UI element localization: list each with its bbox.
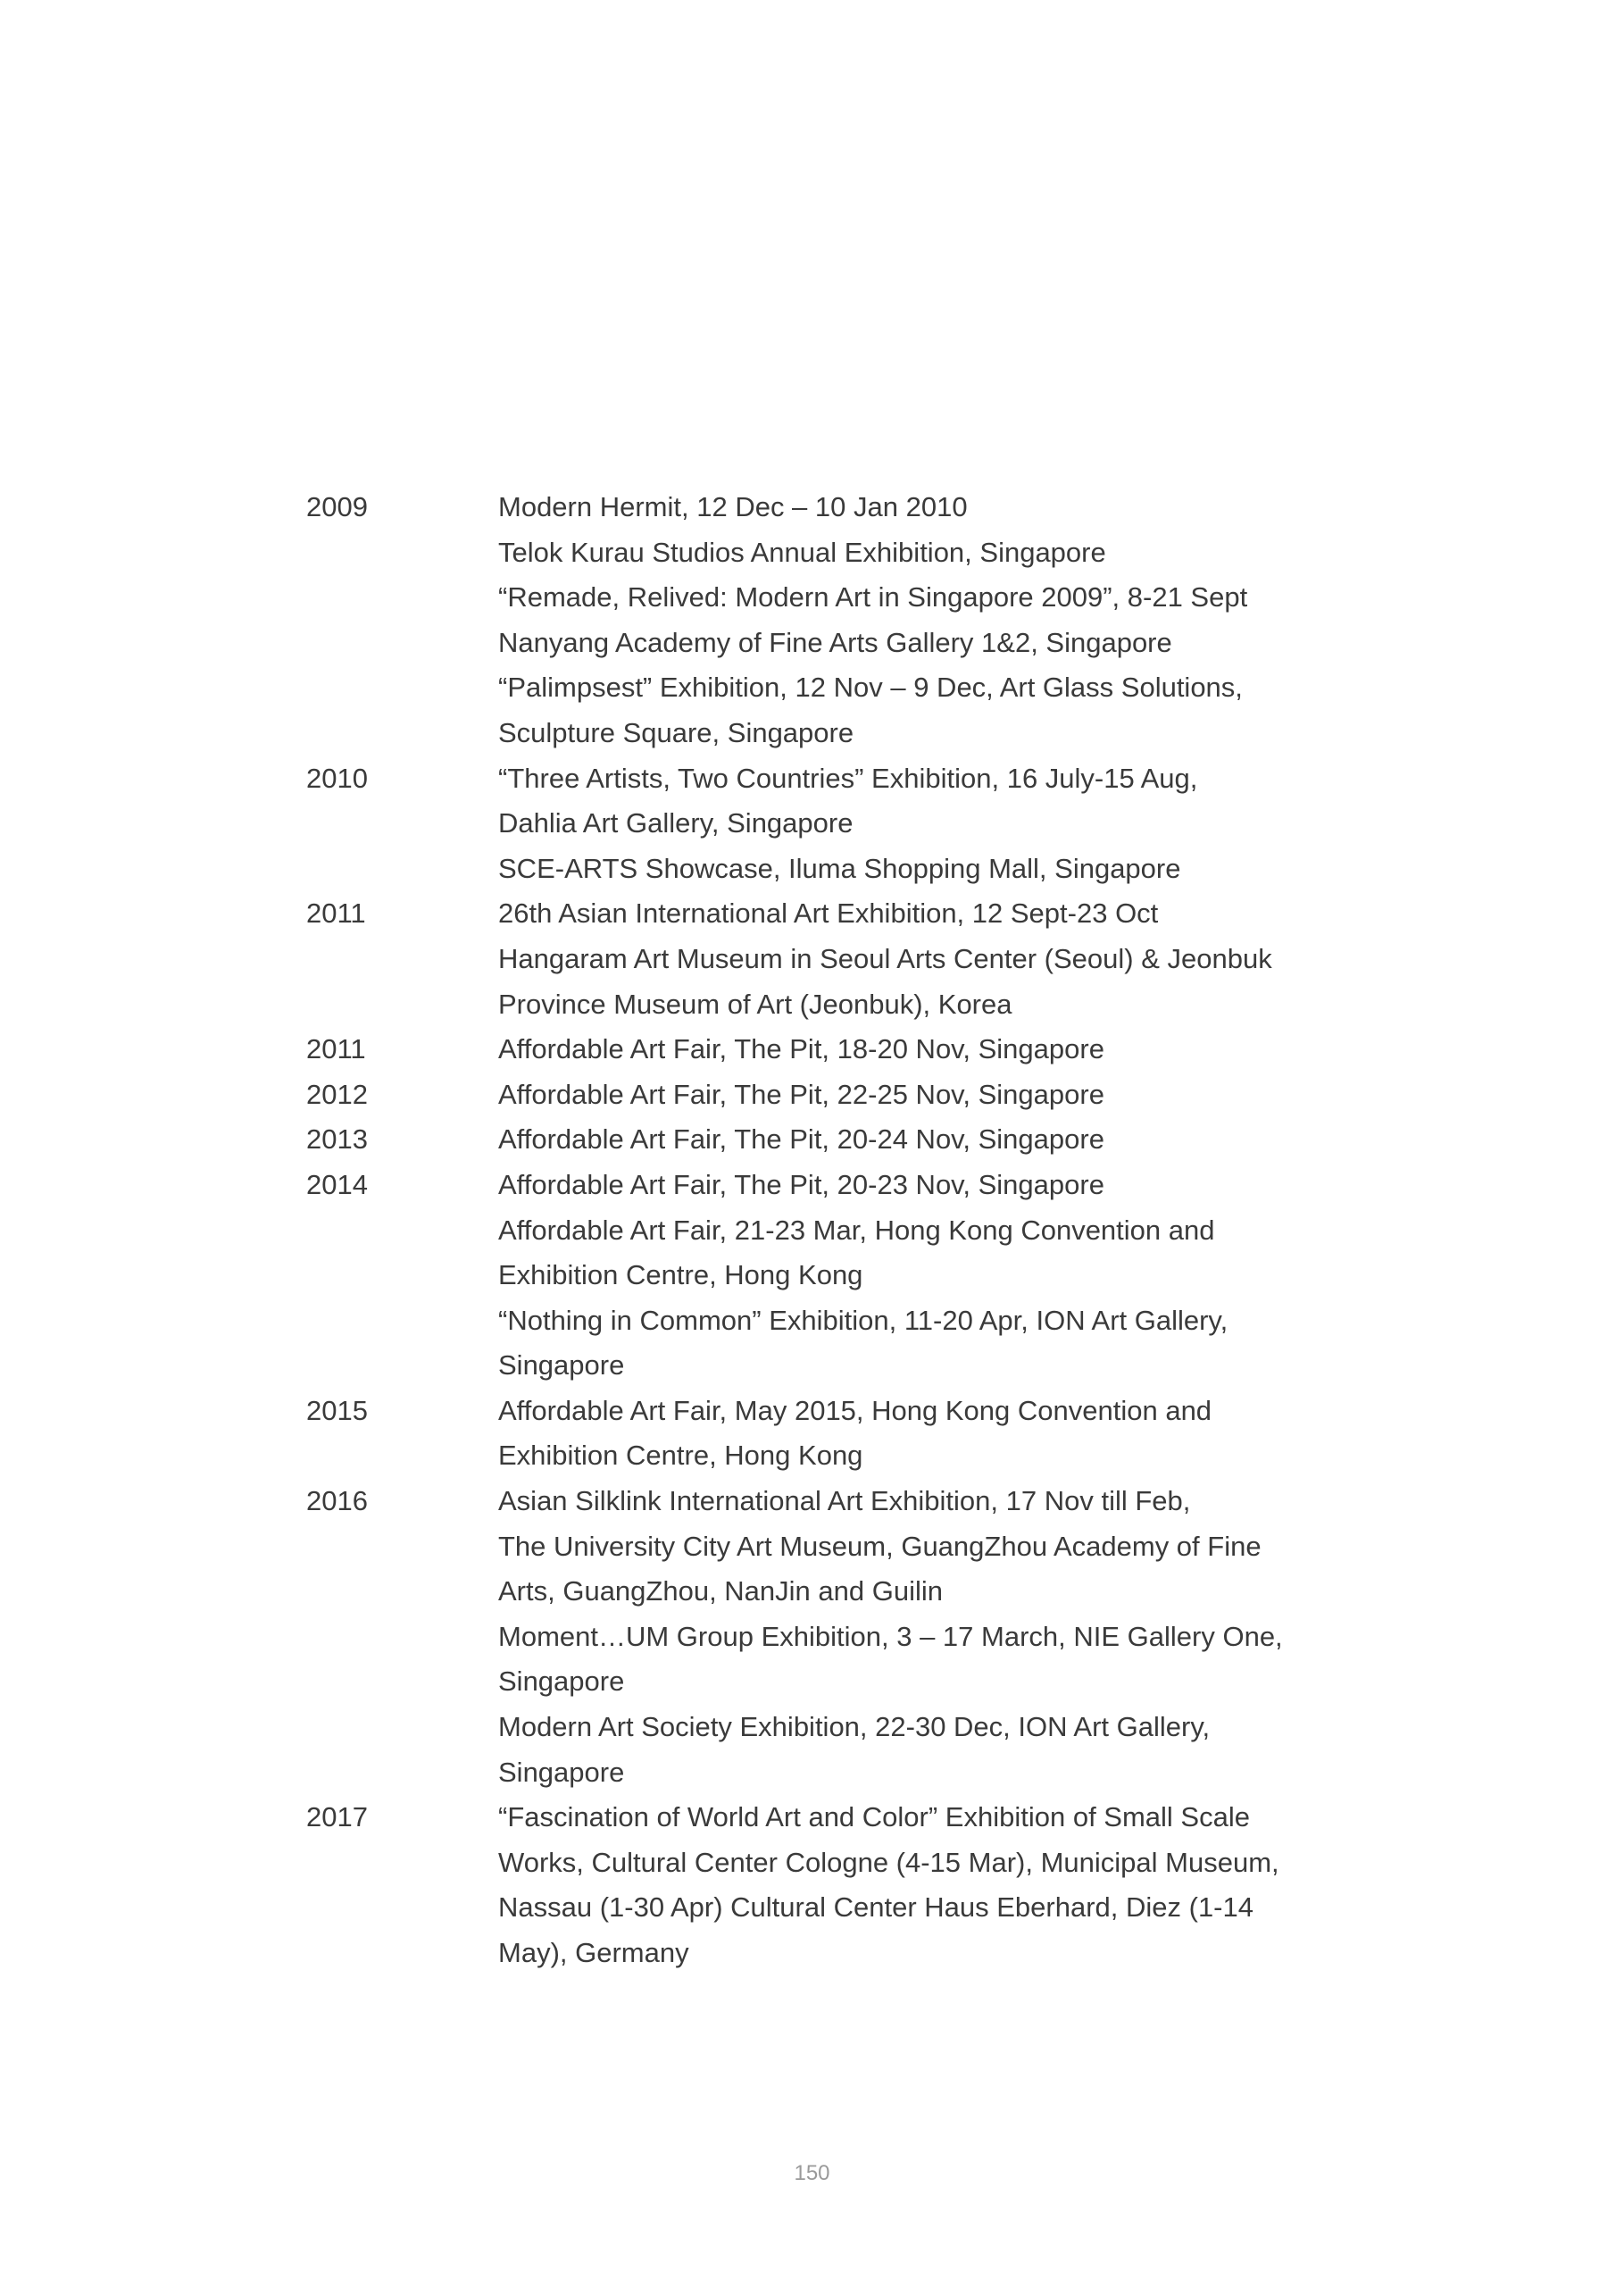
- exhibition-year: 2016: [306, 1485, 368, 1517]
- exhibition-entry: [306, 1479, 1378, 1795]
- exhibition-detail-line: “Nothing in Common” Exhibition, 11-20 Apr, ION Art Gallery,: [498, 1304, 1228, 1336]
- exhibition-detail-line: “Three Artists, Two Countries” Exhibition, 16 July-15 Aug,: [498, 762, 1198, 794]
- exhibition-entry: [306, 1389, 1378, 1479]
- exhibition-detail-line: Singapore: [498, 1349, 625, 1382]
- exhibition-detail-line: May), Germany: [498, 1937, 689, 1968]
- exhibition-entry: [306, 485, 1378, 756]
- exhibition-list: [306, 485, 1378, 1976]
- exhibition-details: [498, 1163, 1378, 1389]
- exhibition-detail-line: Telok Kurau Studios Annual Exhibition, Singapore: [498, 536, 1106, 568]
- exhibition-detail-line: Hangaram Art Museum in Seoul Arts Center (Seoul) & Jeonbuk: [498, 942, 1272, 974]
- exhibition-year: 2009: [306, 491, 368, 522]
- exhibition-entry: [306, 1795, 1378, 1975]
- exhibition-detail-line: Arts, GuangZhou, NanJin and Guilin: [498, 1575, 943, 1607]
- exhibition-detail-line: Works, Cultural Center Cologne (4-15 Mar), Municipal Museum,: [498, 1846, 1279, 1878]
- exhibition-detail-line: Affordable Art Fair, The Pit, 20-23 Nov, Singapore: [498, 1168, 1104, 1200]
- exhibition-detail-line: Nanyang Academy of Fine Arts Gallery 1&2, Singapore: [498, 626, 1172, 658]
- exhibition-detail-line: Modern Hermit, 12 Dec – 10 Jan 2010: [498, 491, 968, 522]
- exhibition-year: 2014: [306, 1168, 368, 1200]
- exhibition-year: 2017: [306, 1801, 368, 1833]
- exhibition-details: [498, 1117, 1378, 1163]
- exhibition-detail-line: 26th Asian International Art Exhibition, 12 Sept-23 Oct: [498, 897, 1159, 930]
- exhibition-details: [498, 1027, 1378, 1073]
- exhibition-details: [498, 891, 1378, 1027]
- exhibition-detail-line: Sculpture Square, Singapore: [498, 716, 854, 748]
- exhibition-year: 2011: [306, 1033, 366, 1065]
- exhibition-detail-line: Affordable Art Fair, 21-23 Mar, Hong Kong Convention and: [498, 1214, 1215, 1246]
- exhibition-details: [498, 1389, 1378, 1479]
- exhibition-detail-line: Affordable Art Fair, The Pit, 22-25 Nov, Singapore: [498, 1078, 1104, 1110]
- exhibition-entry: [306, 1163, 1378, 1389]
- exhibition-year: 2013: [306, 1123, 368, 1156]
- exhibition-details: [498, 756, 1378, 892]
- exhibition-year: 2011: [306, 897, 366, 930]
- exhibition-entry: [306, 1117, 1378, 1163]
- exhibition-details: [498, 1073, 1378, 1118]
- exhibition-detail-line: “Palimpsest” Exhibition, 12 Nov – 9 Dec, Art Glass Solutions,: [498, 672, 1243, 704]
- page-number: 150: [794, 2161, 830, 2185]
- exhibition-detail-line: Moment…UM Group Exhibition, 3 – 17 March, NIE Gallery One,: [498, 1620, 1283, 1652]
- exhibition-detail-line: Province Museum of Art (Jeonbuk), Korea: [498, 988, 1012, 1020]
- exhibition-details: [498, 1795, 1378, 1975]
- exhibition-detail-line: “Remade, Relived: Modern Art in Singapore 2009”, 8-21 Sept: [498, 581, 1248, 614]
- exhibition-entry: [306, 891, 1378, 1027]
- exhibition-year: 2010: [306, 762, 368, 794]
- exhibition-year: 2015: [306, 1394, 368, 1426]
- exhibition-detail-line: Modern Art Society Exhibition, 22-30 Dec, ION Art Gallery,: [498, 1711, 1211, 1743]
- exhibition-detail-line: Exhibition Centre, Hong Kong: [498, 1259, 863, 1291]
- exhibition-details: [498, 1479, 1378, 1795]
- exhibition-detail-line: Singapore: [498, 1665, 625, 1698]
- exhibition-detail-line: Affordable Art Fair, May 2015, Hong Kong Convention and: [498, 1394, 1212, 1426]
- exhibition-details: [498, 485, 1378, 756]
- exhibition-detail-line: Singapore: [498, 1756, 625, 1788]
- exhibition-detail-line: SCE-ARTS Showcase, Iluma Shopping Mall, Singapore: [498, 852, 1181, 884]
- exhibition-detail-line: Asian Silklink International Art Exhibition, 17 Nov till Feb,: [498, 1485, 1191, 1517]
- exhibition-detail-line: Dahlia Art Gallery, Singapore: [498, 807, 854, 839]
- exhibition-entry: [306, 756, 1378, 892]
- exhibition-detail-line: The University City Art Museum, GuangZhou Academy of Fine: [498, 1530, 1262, 1562]
- exhibition-entry: [306, 1027, 1378, 1073]
- exhibition-detail-line: “Fascination of World Art and Color” Exhibition of Small Scale: [498, 1801, 1250, 1833]
- exhibition-entry: [306, 1073, 1378, 1118]
- exhibition-year: 2012: [306, 1078, 368, 1110]
- exhibition-detail-line: Nassau (1-30 Apr) Cultural Center Haus Eberhard, Diez (1-14: [498, 1891, 1253, 1924]
- exhibition-detail-line: Affordable Art Fair, The Pit, 18-20 Nov, Singapore: [498, 1033, 1104, 1065]
- exhibition-detail-line: Exhibition Centre, Hong Kong: [498, 1440, 863, 1472]
- exhibition-detail-line: Affordable Art Fair, The Pit, 20-24 Nov, Singapore: [498, 1123, 1104, 1156]
